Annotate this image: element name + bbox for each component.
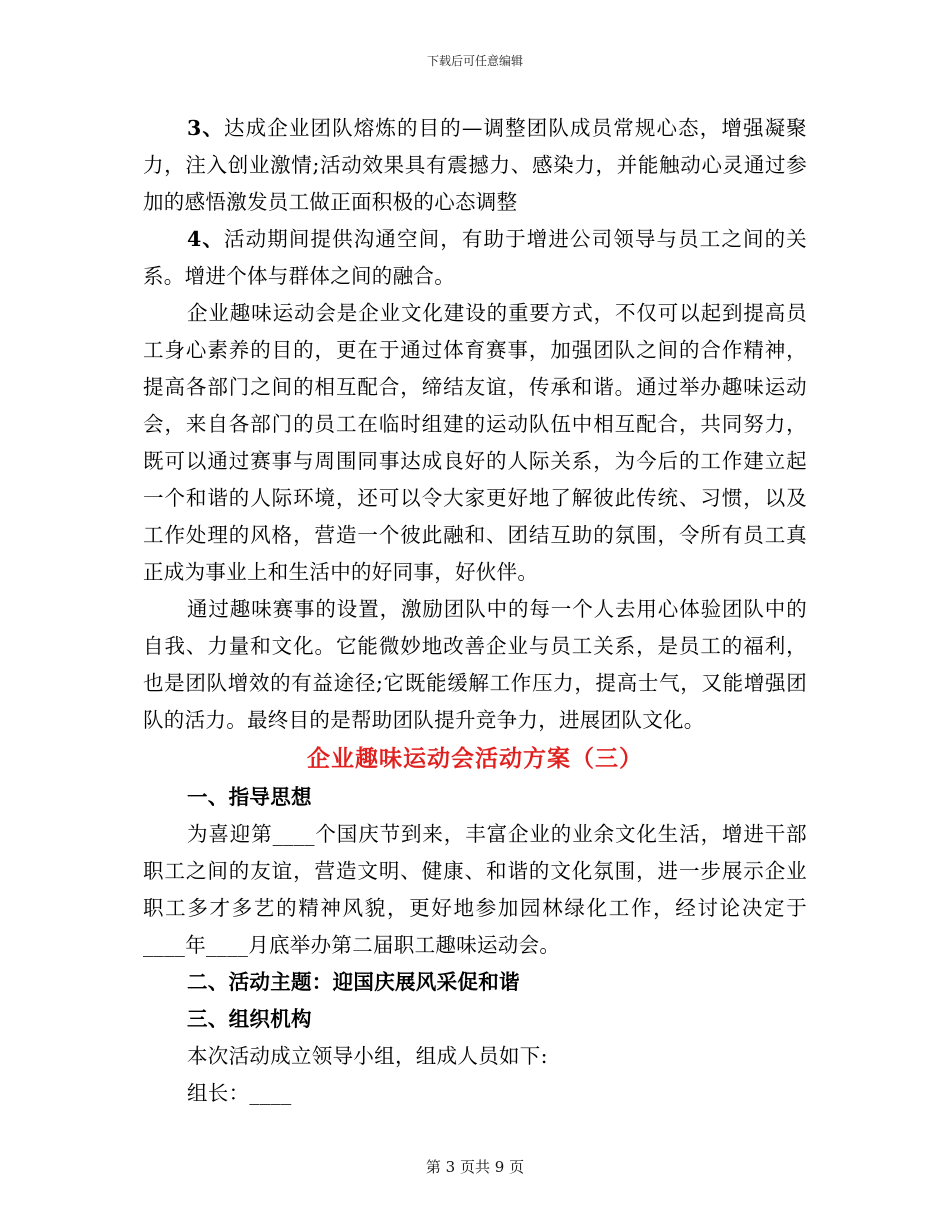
paragraph-3-text: 达成企业团队熔炼的目的—调整团队成员常规心态，增强凝聚力，注入创业激情;活动效果具有震撼力、感染力，并能触动心灵通过参加的感悟激发员工做正面积极的心态调整 [143,116,807,214]
section-title: 企业趣味运动会活动方案（三） [307,745,643,772]
item-number-3: 3、 [187,116,225,140]
item-number-4: 4、 [187,227,225,251]
paragraph-3 [143,110,807,221]
page-footer: 第 3 页共 9 页 [425,1158,525,1176]
group-leader-line: 组长：____ [187,1081,292,1105]
document-body [143,110,807,1112]
paragraph-4-text: 活动期间提供沟通空间，有助于增进公司领导与员工之间的关系。增进个体与群体之间的融合。 [143,227,807,288]
heading-activity-theme: 二、活动主题：迎国庆展风采促和谐 [187,970,520,994]
paragraph-purpose: 企业趣味运动会是企业文化建设的重要方式，不仅可以起到提高员工身心素养的目的，更在于通过体育赛事，加强团队之间的合作精神，提高各部门之间的相互配合，缔结友谊，传承和谐。通过举办趣味运动会，来自各部门的员工在临时组建的运动队伍中相互配合，共同努力，既可以通过赛事与周围同事达成良好的人际关系，为今后的工作建立起一个和谐的人际环境，还可以令大家更好地了解彼此传统、习惯，以及工作处理的风格，营造一个彼此融和、团结互助的氛围，令所有员工真正成为事业上和生活中的好同事，好伙伴。 [143,301,807,584]
paragraph-guiding-ideology: 为喜迎第____个国庆节到来，丰富企业的业余文化生活，增进干部职工之间的友谊，营造文明、健康、和谐的文化氛围，进一步展示企业职工多才多艺的精神风貌，更好地参加园林绿化工作，经讨论决定于____年____月底举办第二届职工趣味运动会。 [143,822,807,957]
leadership-group-intro: 本次活动成立领导小组，组成人员如下: [187,1044,548,1068]
heading-organization: 三、组织机构 [187,1007,312,1031]
page-header: 下载后可任意编辑 [426,54,523,68]
heading-guiding-ideology: 一、指导思想 [187,785,312,809]
paragraph-goal: 通过趣味赛事的设置，激励团队中的每一个人去用心体验团队中的自我、力量和文化。它能微妙地改善企业与员工关系，是员工的福利，也是团队增效的有益途径;它既能缓解工作压力，提高士气，又能增强团队的活力。最终目的是帮助团队提升竞争力，进展团队文化。 [143,597,807,732]
paragraph-4 [143,221,807,295]
